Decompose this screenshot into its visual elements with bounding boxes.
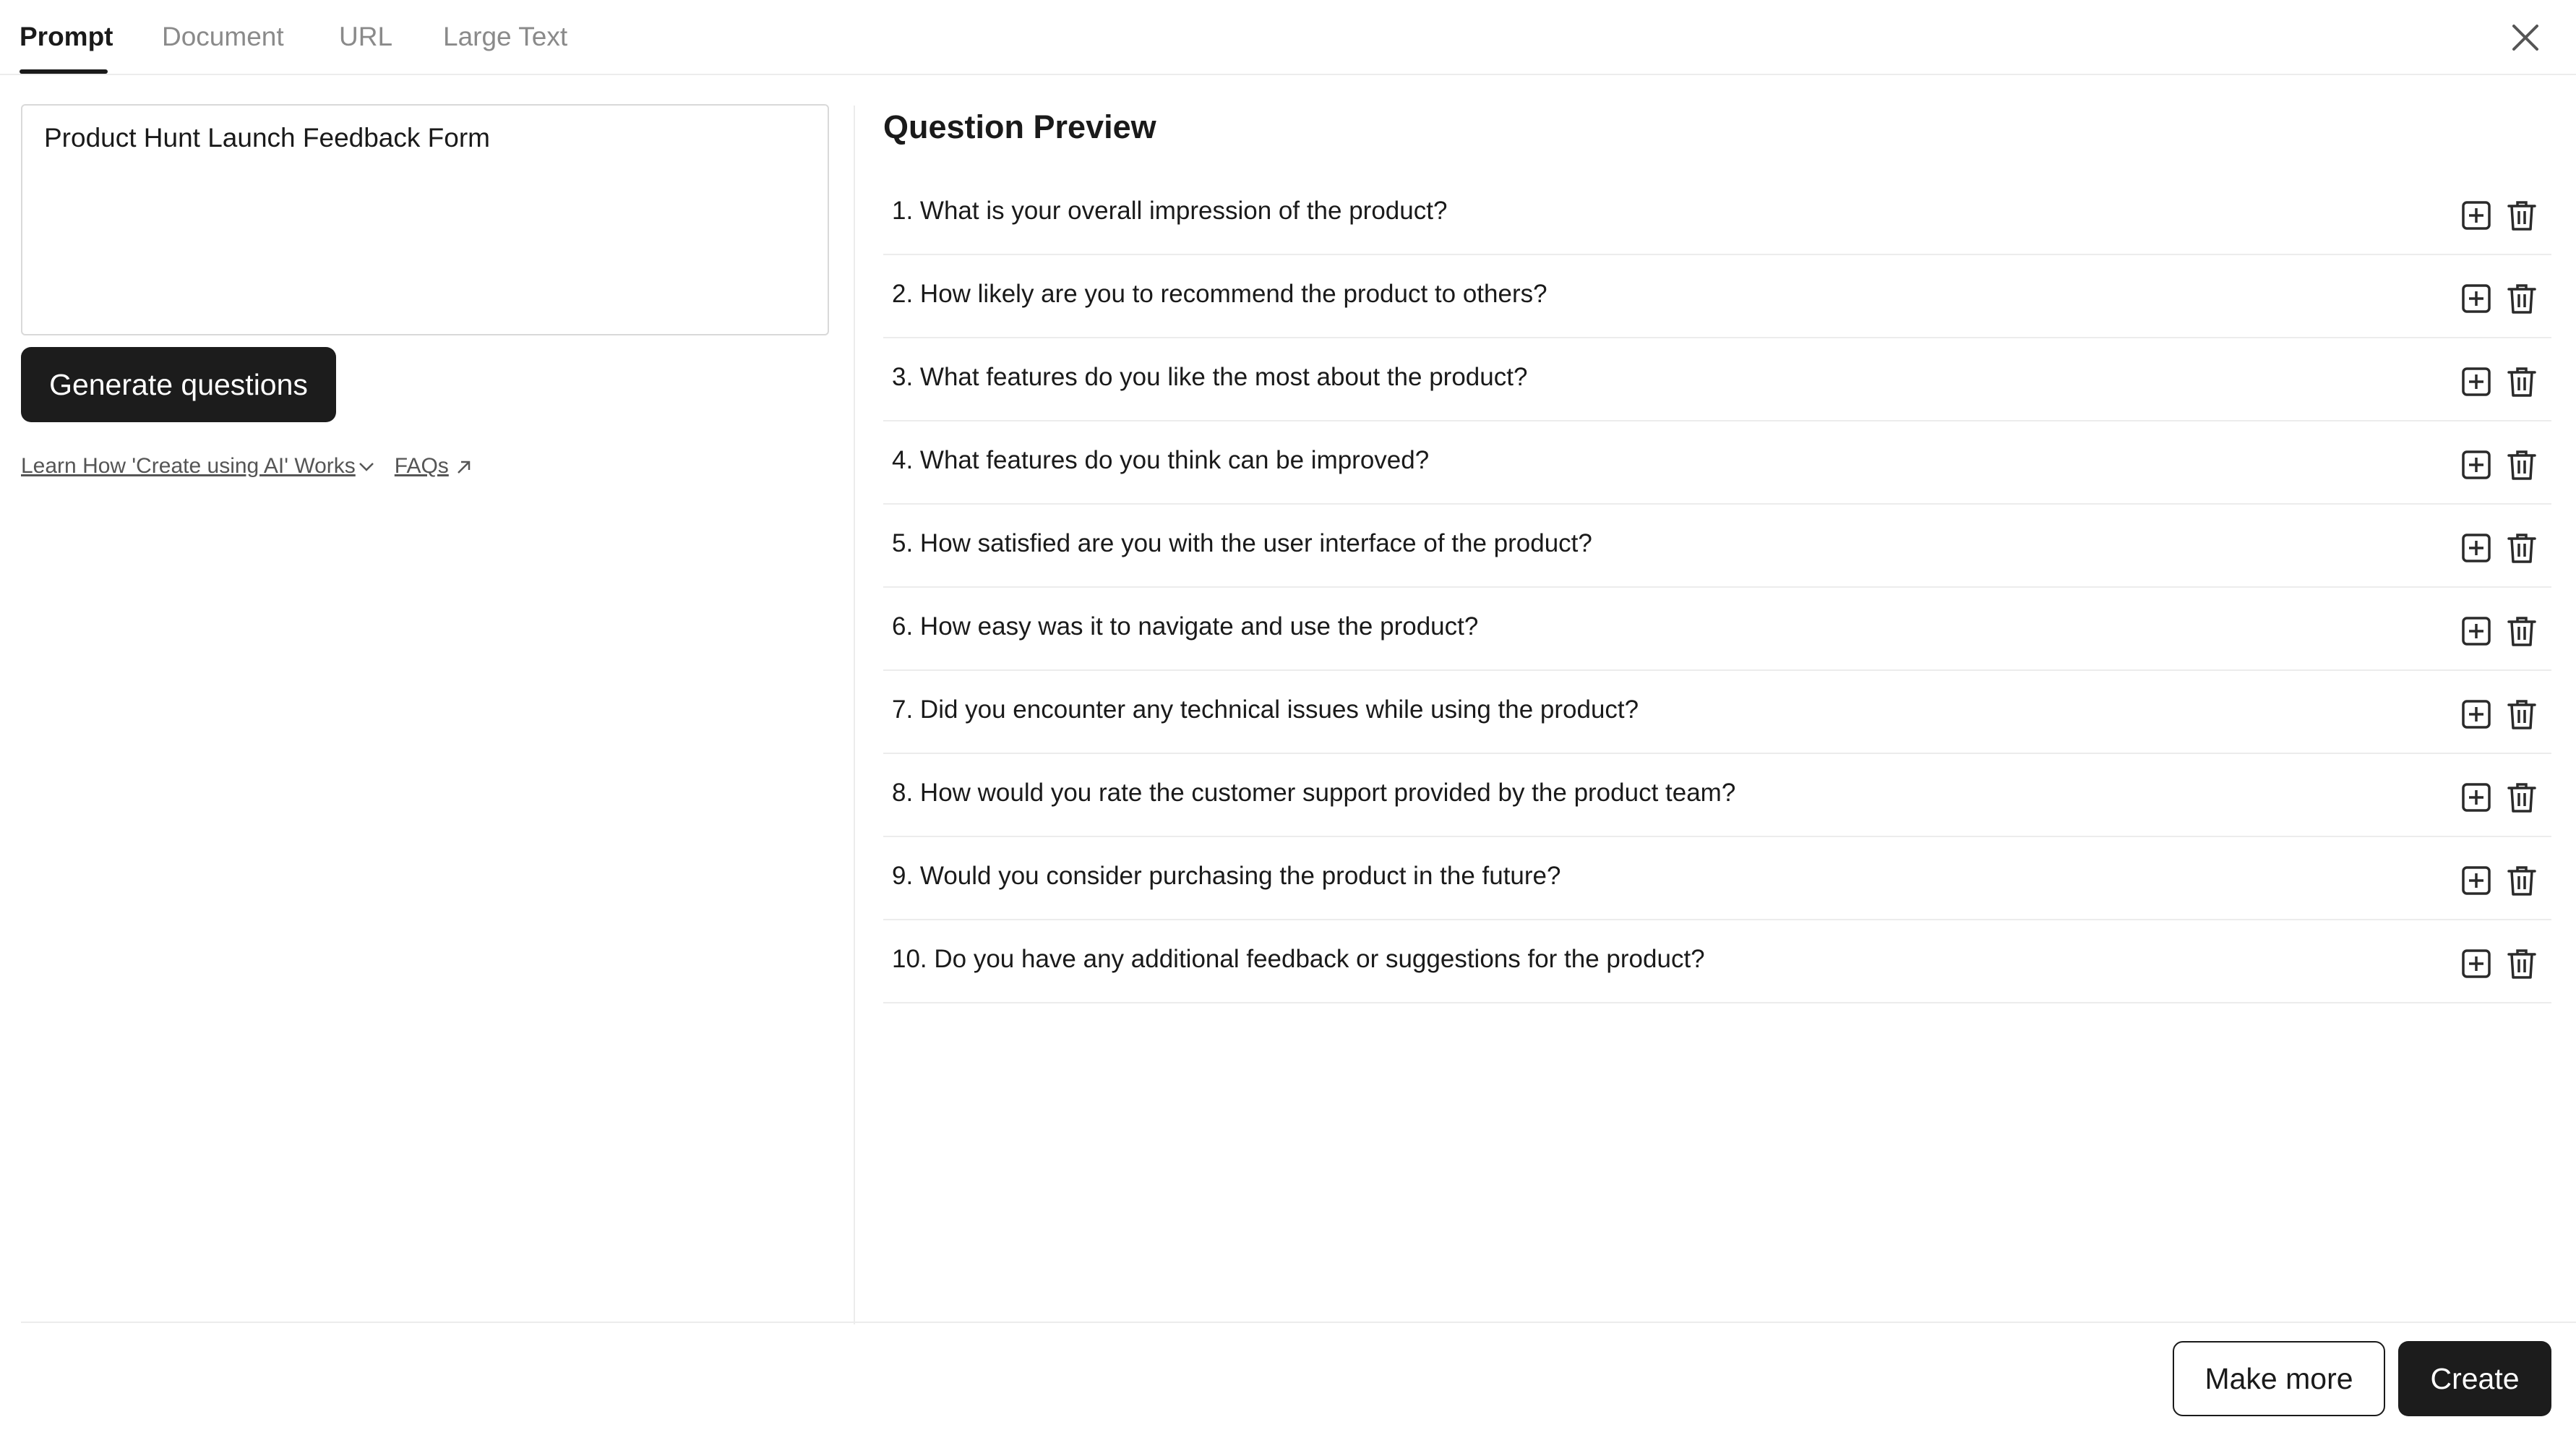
question-text: 4. What features do you think can be improved? bbox=[892, 446, 1430, 474]
trash-icon[interactable] bbox=[2504, 531, 2539, 565]
learn-how-link[interactable] bbox=[21, 454, 356, 478]
chevron-down-icon bbox=[356, 456, 377, 478]
trash-icon[interactable] bbox=[2504, 448, 2539, 482]
question-text: 1. What is your overall impression of the product? bbox=[892, 197, 1448, 225]
question-text: 9. Would you consider purchasing the product in the future? bbox=[892, 862, 1561, 890]
question-text: 3. What features do you like the most about the product? bbox=[892, 363, 1528, 391]
add-question-icon[interactable] bbox=[2459, 531, 2494, 565]
generate-questions-button[interactable]: Generate questions bbox=[21, 347, 336, 422]
trash-icon[interactable] bbox=[2504, 614, 2539, 648]
external-link-icon bbox=[455, 458, 473, 476]
tab-document[interactable]: Document bbox=[162, 22, 284, 51]
add-question-icon[interactable] bbox=[2459, 946, 2494, 981]
add-question-icon[interactable] bbox=[2459, 448, 2494, 482]
question-row[interactable] bbox=[883, 588, 2551, 671]
add-question-icon[interactable] bbox=[2459, 863, 2494, 898]
question-text: 7. Did you encounter any technical issues while using the product? bbox=[892, 695, 1639, 724]
tab-prompt[interactable]: Prompt bbox=[20, 22, 113, 51]
question-row[interactable] bbox=[883, 172, 2551, 255]
helper-links bbox=[21, 454, 473, 479]
active-tab-indicator bbox=[20, 69, 108, 74]
panel-divider bbox=[854, 106, 855, 1324]
question-text: 10. Do you have any additional feedback or suggestions for the product? bbox=[892, 945, 1705, 973]
question-row[interactable] bbox=[883, 754, 2551, 837]
faqs-link-label: FAQs bbox=[394, 454, 449, 478]
trash-icon[interactable] bbox=[2504, 198, 2539, 233]
trash-icon[interactable] bbox=[2504, 863, 2539, 898]
preview-title: Question Preview bbox=[883, 108, 1156, 145]
question-row[interactable] bbox=[883, 338, 2551, 421]
footer-divider bbox=[21, 1322, 2576, 1323]
learn-how-link-label: Learn How 'Create using AI' Works bbox=[21, 454, 356, 478]
question-row[interactable] bbox=[883, 421, 2551, 505]
trash-icon[interactable] bbox=[2504, 780, 2539, 815]
trash-icon[interactable] bbox=[2504, 281, 2539, 316]
add-question-icon[interactable] bbox=[2459, 281, 2494, 316]
add-question-icon[interactable] bbox=[2459, 198, 2494, 233]
add-question-icon[interactable] bbox=[2459, 364, 2494, 399]
faqs-link[interactable] bbox=[395, 454, 449, 478]
add-question-icon[interactable] bbox=[2459, 614, 2494, 648]
question-row[interactable] bbox=[883, 505, 2551, 588]
question-text: 6. How easy was it to navigate and use the product? bbox=[892, 612, 1479, 641]
tab-bar bbox=[0, 0, 2576, 75]
question-text: 8. How would you rate the customer support provided by the product team? bbox=[892, 779, 1736, 807]
trash-icon[interactable] bbox=[2504, 697, 2539, 732]
prompt-input[interactable] bbox=[21, 104, 829, 335]
question-row[interactable] bbox=[883, 671, 2551, 754]
question-row[interactable] bbox=[883, 920, 2551, 1003]
question-text: 2. How likely are you to recommend the product to others? bbox=[892, 280, 1547, 308]
trash-icon[interactable] bbox=[2504, 946, 2539, 981]
tab-url[interactable]: URL bbox=[339, 22, 393, 51]
create-button[interactable]: Create bbox=[2398, 1341, 2551, 1416]
close-icon[interactable] bbox=[2508, 20, 2543, 55]
question-row[interactable] bbox=[883, 837, 2551, 920]
question-text: 5. How satisfied are you with the user interface of the product? bbox=[892, 529, 1592, 557]
question-list bbox=[883, 172, 2551, 1003]
add-question-icon[interactable] bbox=[2459, 780, 2494, 815]
trash-icon[interactable] bbox=[2504, 364, 2539, 399]
tab-large-text[interactable]: Large Text bbox=[443, 22, 568, 51]
question-row[interactable] bbox=[883, 255, 2551, 338]
make-more-button[interactable]: Make more bbox=[2173, 1341, 2385, 1416]
add-question-icon[interactable] bbox=[2459, 697, 2494, 732]
